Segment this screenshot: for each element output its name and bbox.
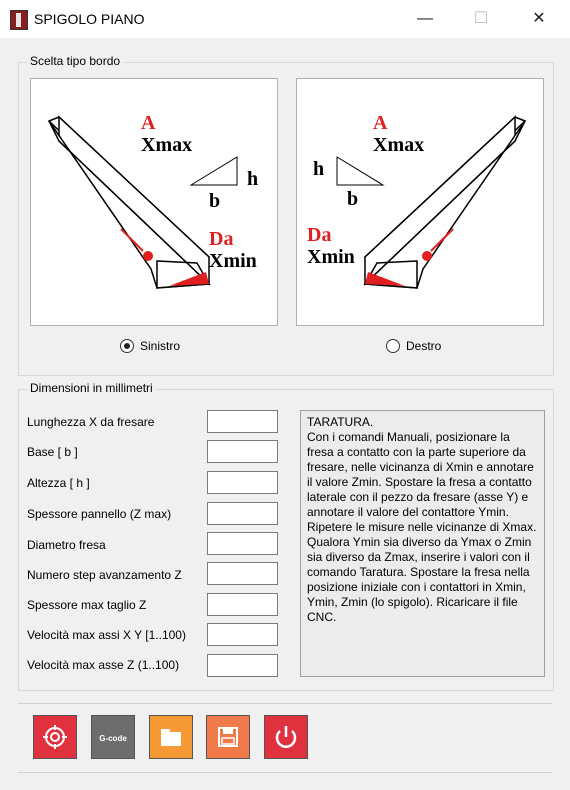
radio-destro[interactable] [386, 339, 441, 353]
vel-xy-input[interactable] [207, 623, 278, 646]
power-icon [265, 716, 307, 758]
radio-sinistro[interactable] [120, 339, 180, 353]
label-da-right: Da [307, 224, 332, 246]
label-xmax-right: Xmax [373, 134, 425, 156]
taglio-input[interactable] [207, 593, 278, 616]
field-label-step: Numero step avanzamento Z [27, 568, 182, 582]
label-b-right: b [347, 188, 359, 210]
field-label-taglio: Spessore max taglio Z [27, 598, 147, 612]
open-button[interactable] [149, 715, 193, 759]
diametro-input[interactable] [207, 532, 278, 555]
altezza-input[interactable] [207, 471, 278, 494]
right-edge-picture[interactable] [296, 78, 544, 326]
label-h: h [247, 168, 259, 190]
field-label-diametro: Diametro fresa [27, 538, 106, 552]
label-a: A [141, 112, 156, 134]
lunghezza-input[interactable] [207, 410, 278, 433]
dimensions-legend: Dimensioni in millimetri [27, 381, 156, 395]
label-da: Da [209, 228, 234, 250]
label-xmax: Xmax [141, 134, 193, 156]
save-icon [207, 716, 249, 758]
field-label-lunghezza: Lunghezza X da fresare [27, 415, 155, 429]
app-icon [10, 10, 28, 30]
toolbar-separator-top [18, 703, 552, 704]
left-edge-picture[interactable] [30, 78, 278, 326]
minimize-button[interactable]: — [417, 10, 433, 27]
vel-z-input[interactable] [207, 654, 278, 677]
open-folder-icon [150, 716, 192, 758]
label-a-right: A [373, 112, 388, 134]
target-icon [34, 716, 76, 758]
gcode-icon [92, 716, 134, 758]
field-label-base: Base [ b ] [27, 445, 78, 459]
close-button[interactable]: ✕ [532, 10, 546, 27]
field-label-spessore: Spessore pannello (Z max) [27, 507, 172, 521]
base-input[interactable] [207, 440, 278, 463]
toolbar-separator-bottom [18, 772, 552, 773]
calibration-info-text: TARATURA. Con i comandi Manuali, posizionare la fresa a contatto con la parte superiore da fresare, nelle vicinanza di Xmin e annotare il valore Zmin. Spostare la fresa a contatto laterale con il pezzo da fresare (asse Y) e annotare il valore del contattore Ymin. Ripetere le misure nelle vicinanze di Xmax. Qualora Ymin sia diverso da Ymax o Zmin sia diverso da Zmax, inserire i valori con il comando Taratura. Spostare la fresa nella posizione iniziale con i contattori in Xmin, Ymin, Zmin (lo spigolo). Ricaricare il file CNC. [300, 410, 545, 677]
right-edge-diagram [297, 79, 543, 325]
save-button[interactable] [206, 715, 250, 759]
radio-sinistro-dot[interactable] [120, 339, 134, 353]
label-b: b [209, 190, 221, 212]
target-button[interactable] [33, 715, 77, 759]
radio-destro-dot[interactable] [386, 339, 400, 353]
power-button[interactable] [264, 715, 308, 759]
gcode-text: G-code [99, 734, 127, 743]
field-label-vel-z: Velocità max asse Z (1..100) [27, 658, 180, 672]
field-label-altezza: Altezza [ h ] [27, 476, 90, 490]
left-edge-diagram [31, 79, 277, 325]
window-title: SPIGOLO PIANO [34, 11, 145, 27]
label-h-right: h [313, 158, 325, 180]
step-input[interactable] [207, 562, 278, 585]
gcode-button[interactable] [91, 715, 135, 759]
field-label-vel-xy: Velocità max assi X Y [1..100) [27, 628, 186, 642]
border-type-legend: Scelta tipo bordo [27, 54, 123, 68]
label-xmin-right: Xmin [307, 246, 355, 268]
maximize-button[interactable]: ☐ [473, 10, 489, 27]
spessore-input[interactable] [207, 502, 278, 525]
radio-destro-label: Destro [406, 339, 442, 353]
radio-sinistro-label: Sinistro [140, 339, 181, 353]
label-xmin: Xmin [209, 250, 257, 272]
title-bar [0, 0, 570, 38]
